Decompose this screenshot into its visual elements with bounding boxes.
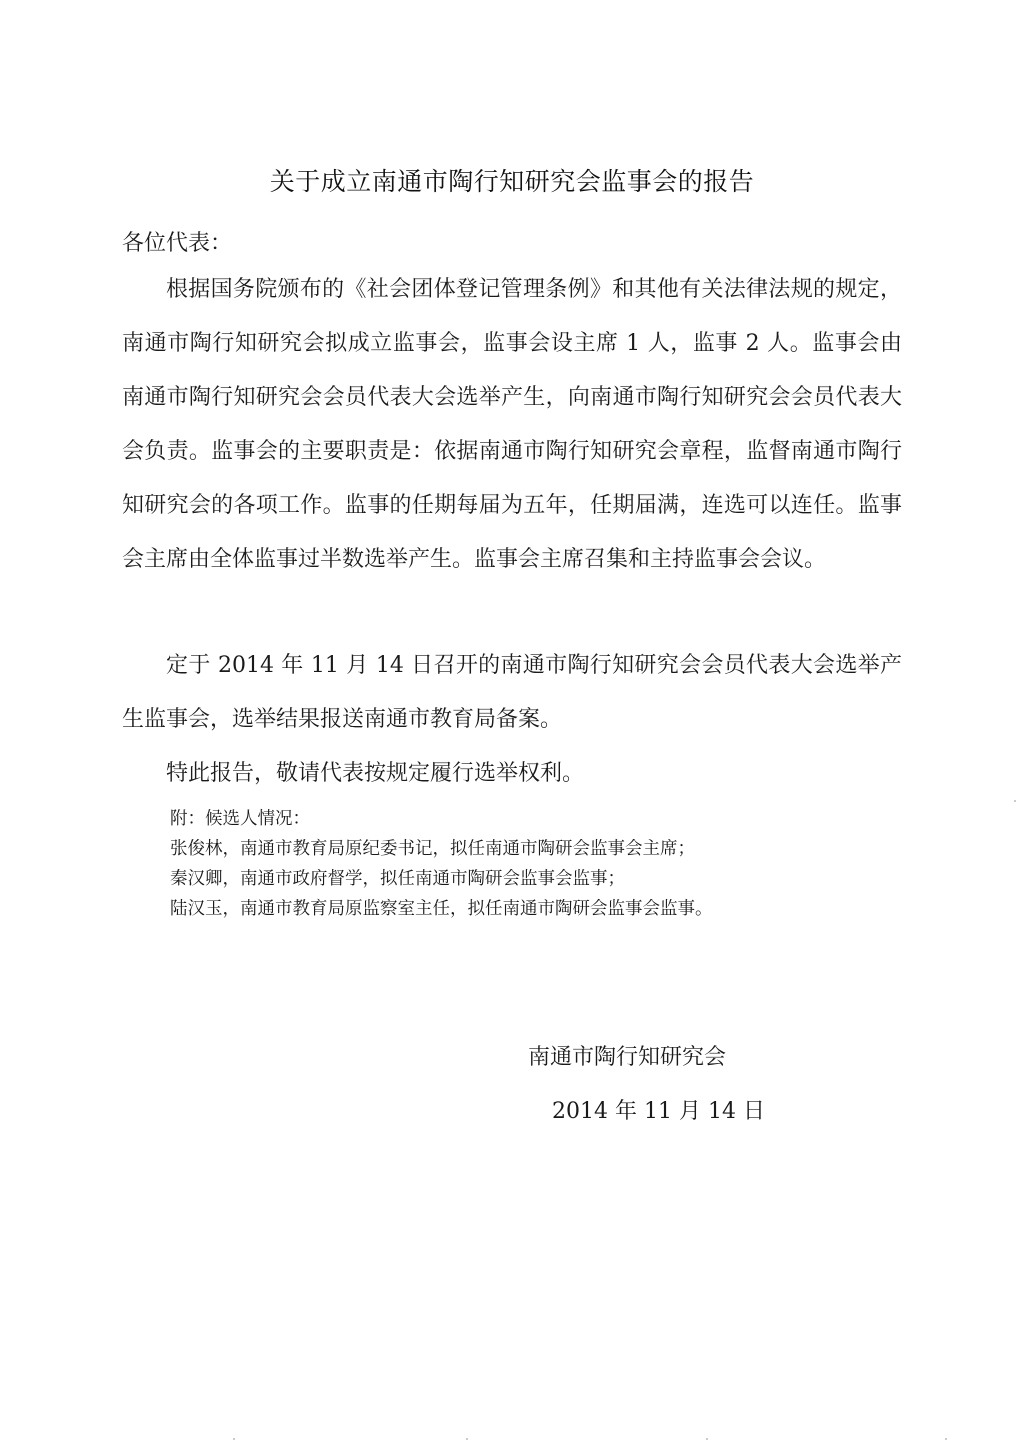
candidate-item: 陆汉玉，南通市教育局原监察室主任，拟任南通市陶研会监事会监事。 xyxy=(170,899,713,919)
signature-date: 2014 年 11 月 14 日 xyxy=(552,1099,765,1124)
paragraph-election: 定于 2014 年 11 月 14 日召开的南通市陶行知研究会会员代表大会选举产生监事会，选举结果报送南通市教育局备案。 xyxy=(122,653,902,732)
paragraph-main: 根据国务院颁布的《社会团体登记管理条例》和其他有关法律法规的规定，南通市陶行知研究会拟成立监事会，监事会设主席 1 人，监事 2 人。监事会由南通市陶行知研究会会员代表大会选举产生，向南通市陶行知研究会会员代表大会负责。监事会的主要职责是：依据南通市陶行知研究会章程，监督南通市陶行知研究会的各项工作。监事的任期每届为五年，任期届满，连选可以连任。监事会主席由全体监事过半数选举产生。监事会主席召集和主持监事会会议。 xyxy=(122,277,902,572)
attachment-heading: 附：候选人情况： xyxy=(170,809,310,829)
signature-organization: 南通市陶行知研究会 xyxy=(528,1045,727,1070)
scan-artifact xyxy=(706,1438,708,1440)
scan-artifact xyxy=(945,1438,947,1440)
paragraph-closing: 特此报告，敬请代表按规定履行选举权利。 xyxy=(166,761,585,786)
candidate-item: 张俊林，南通市教育局原纪委书记，拟任南通市陶研会监事会主席； xyxy=(170,839,695,859)
scan-artifact xyxy=(233,1438,235,1440)
salutation: 各位代表： xyxy=(122,231,233,256)
scan-artifact xyxy=(1014,800,1016,802)
document-title: 关于成立南通市陶行知研究会监事会的报告 xyxy=(269,167,755,196)
candidate-item: 秦汉卿，南通市政府督学，拟任南通市陶研会监事会监事； xyxy=(170,869,625,889)
scan-artifact xyxy=(466,1438,468,1440)
